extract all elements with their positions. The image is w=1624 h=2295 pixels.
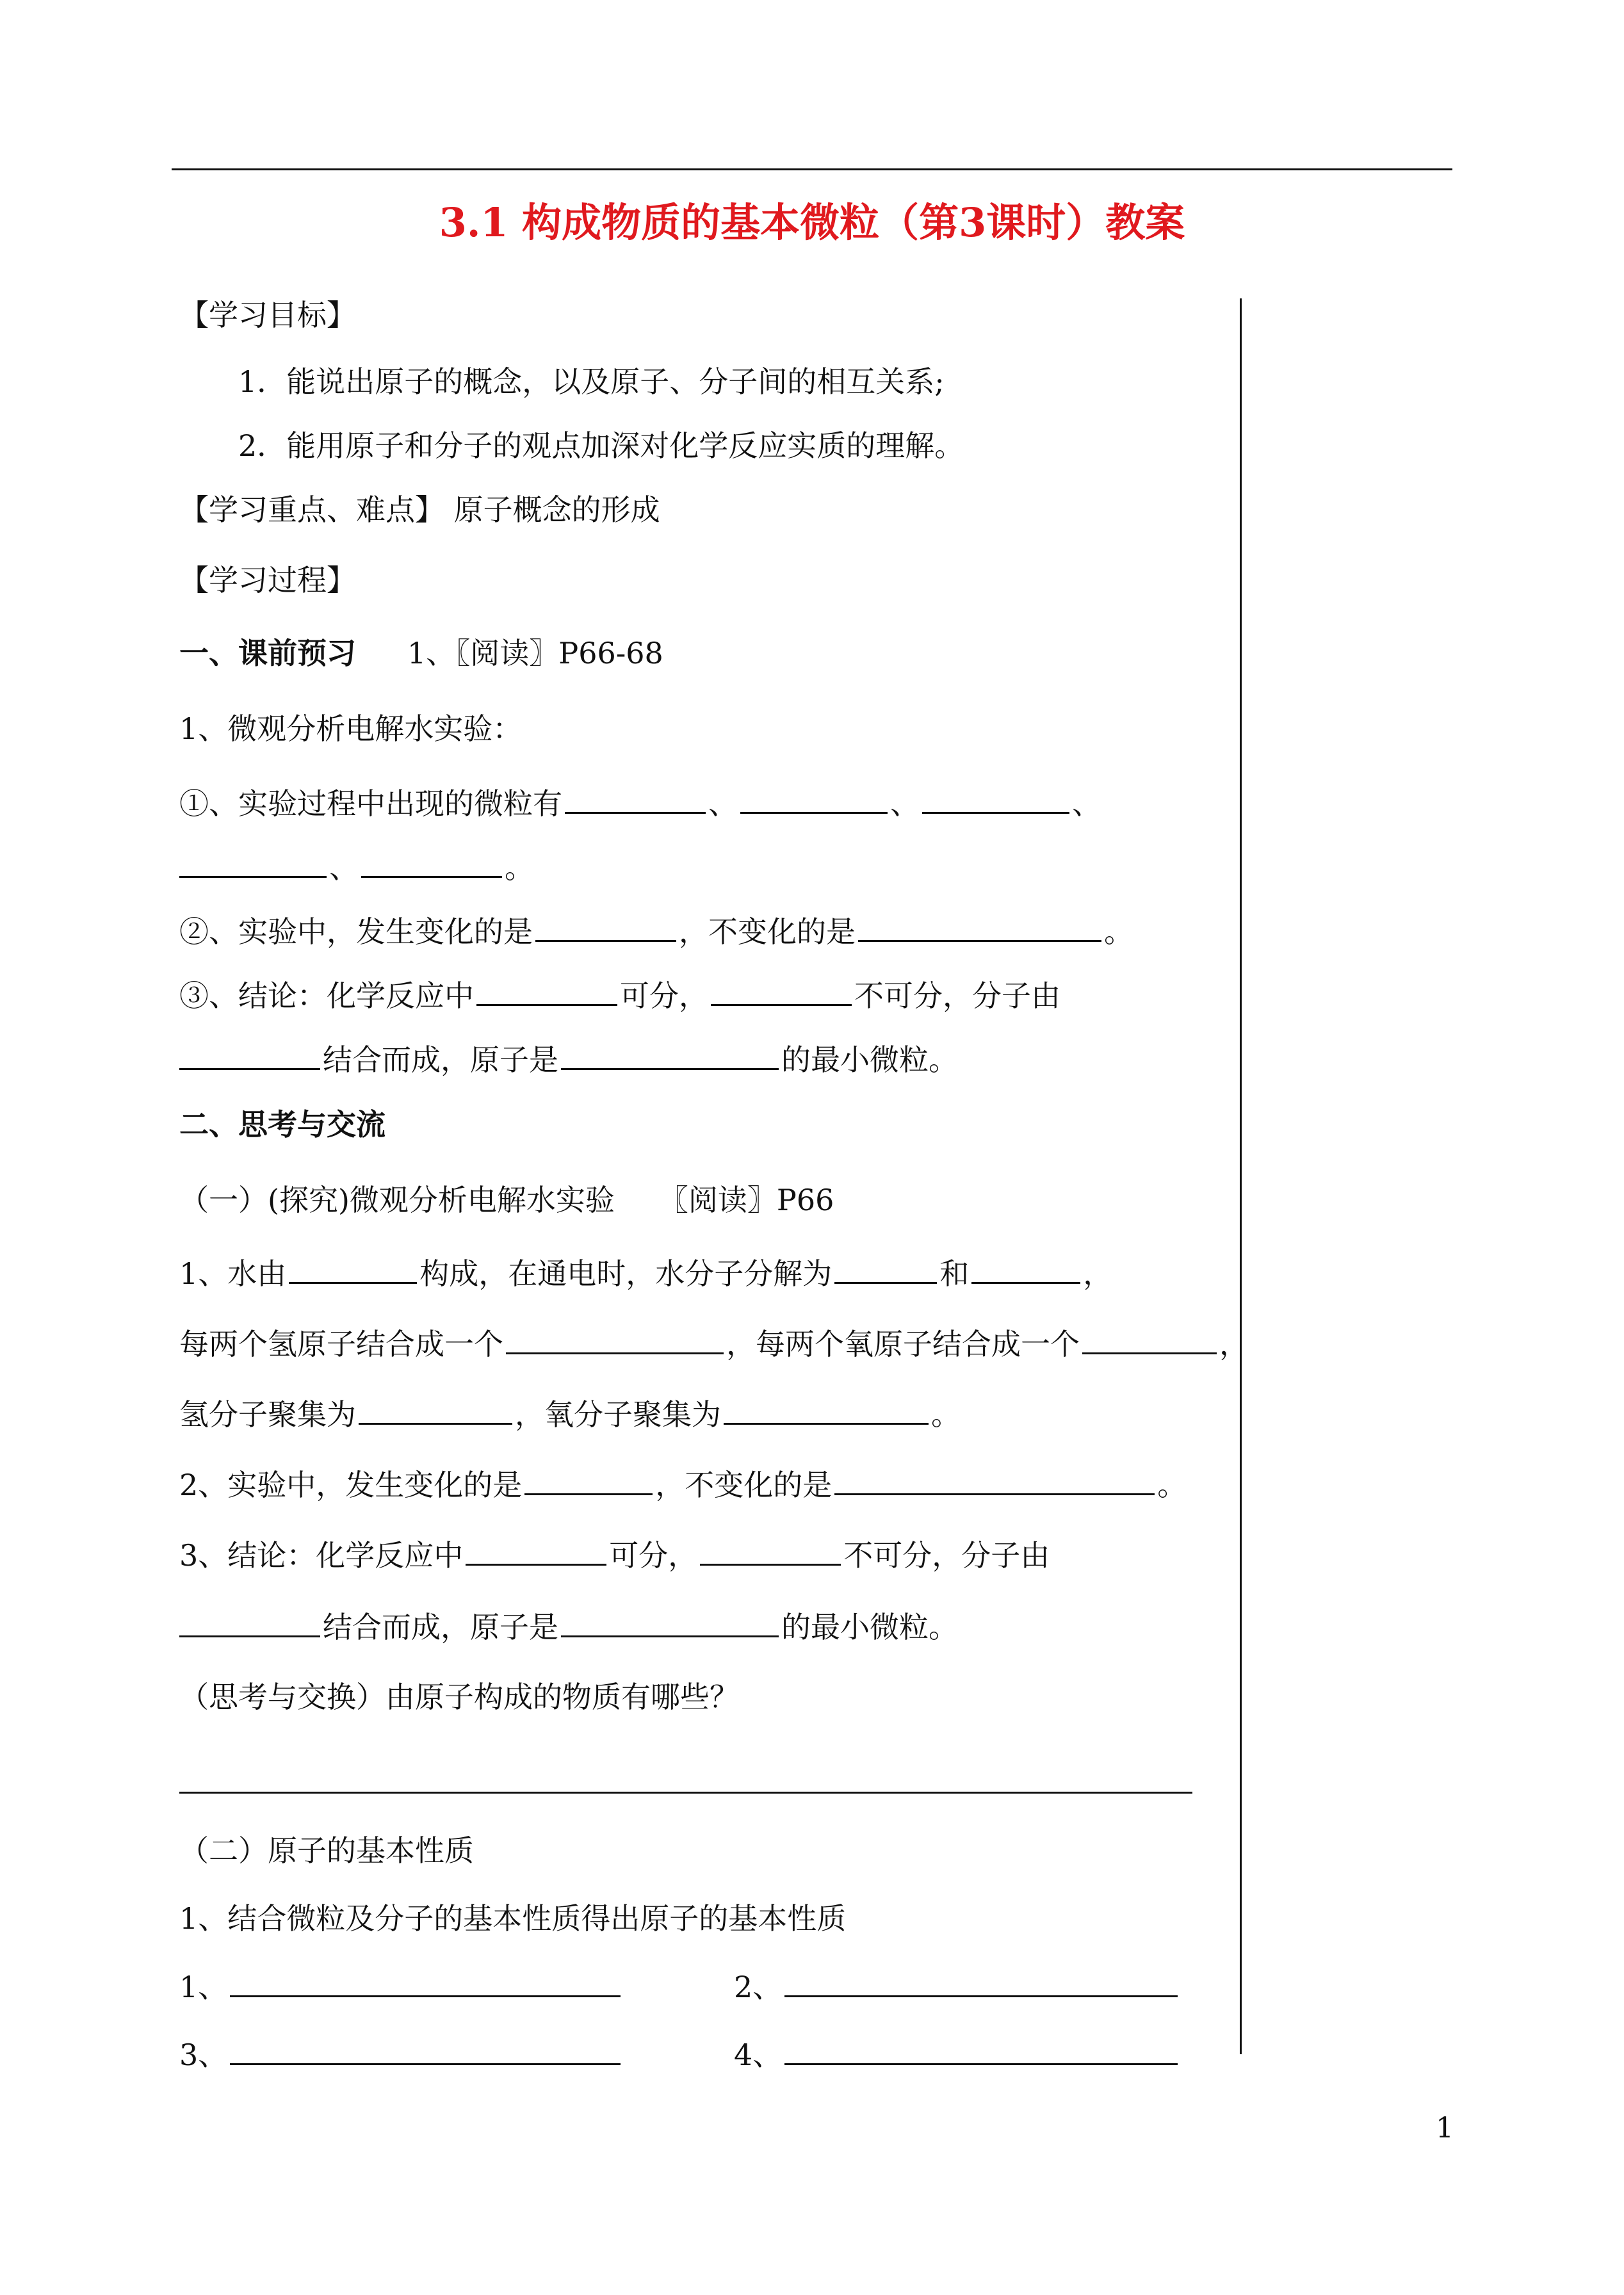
preview-q2: ②、实验中，发生变化的是 ，不变化的是 。 bbox=[179, 911, 1133, 951]
objective-1: 1．能说出原子的概念，以及原子、分子间的相互关系; bbox=[238, 364, 945, 399]
answer-blank[interactable] bbox=[524, 1464, 653, 1495]
think-question: （思考与交换）由原子构成的物质有哪些？ bbox=[179, 1680, 739, 1714]
discuss-line-6: 结合而成，原子是 的最小微粒。 bbox=[179, 1606, 958, 1646]
discuss-line-1: 1、水由 构成，在通电时，水分子分解为 和 ， bbox=[179, 1253, 1112, 1293]
answer-blank[interactable] bbox=[700, 1534, 841, 1566]
property-3: 3、 bbox=[179, 2034, 623, 2074]
discuss-line-5: 3、结论：化学反应中 可分， 不可分，分子由 bbox=[179, 1534, 1050, 1575]
answer-blank[interactable] bbox=[361, 847, 502, 878]
answer-blank[interactable] bbox=[179, 1039, 320, 1070]
answer-blank[interactable] bbox=[359, 1393, 512, 1425]
preview-q3-line2: 结合而成，原子是 的最小微粒。 bbox=[179, 1039, 958, 1079]
answer-blank[interactable] bbox=[179, 847, 327, 878]
answer-blank[interactable] bbox=[834, 1253, 937, 1284]
property-4: 4、 bbox=[734, 2034, 1180, 2074]
preview-q1-line2: 、 。 bbox=[179, 847, 534, 887]
answer-blank[interactable] bbox=[724, 1393, 929, 1425]
answer-blank[interactable] bbox=[476, 975, 617, 1006]
answer-blank[interactable] bbox=[565, 783, 706, 814]
property-2: 2、 bbox=[734, 1966, 1180, 2006]
answer-blank[interactable] bbox=[922, 783, 1069, 814]
answer-blank[interactable] bbox=[711, 975, 852, 1006]
answer-blank[interactable] bbox=[858, 911, 1101, 942]
answer-blank[interactable] bbox=[230, 1966, 621, 1997]
discuss-line-2: 每两个氢原子结合成一个 ，每两个氧原子结合成一个 ， bbox=[179, 1323, 1249, 1363]
answer-blank[interactable] bbox=[1082, 1323, 1217, 1354]
discuss-sub2: （二）原子的基本性质 bbox=[179, 1833, 474, 1868]
answer-blank[interactable] bbox=[971, 1253, 1080, 1284]
key-points: 【学习重点、难点】 原子概念的形成 bbox=[179, 492, 660, 527]
preview-q1-line1: ①、实验过程中出现的微粒有 、 、 、 bbox=[179, 783, 1101, 823]
preview-reading: 1、〖阅读〗P66-68 bbox=[407, 636, 663, 670]
preview-item-1: 1、微观分析电解水实验： bbox=[179, 711, 523, 746]
answer-blank[interactable] bbox=[784, 2034, 1178, 2065]
discuss-heading: 二、思考与交流 bbox=[179, 1107, 386, 1142]
answer-blank[interactable] bbox=[230, 2034, 621, 2065]
answer-blank[interactable] bbox=[561, 1606, 779, 1637]
answer-blank[interactable] bbox=[466, 1534, 606, 1566]
header-rule bbox=[172, 168, 1452, 170]
property-1: 1、 bbox=[179, 1966, 623, 2006]
objective-2: 2．能用原子和分子的观点加深对化学反应实质的理解。 bbox=[238, 428, 964, 463]
preview-q3-line1: ③、结论：化学反应中 可分， 不可分，分子由 bbox=[179, 975, 1060, 1015]
answer-line[interactable] bbox=[179, 1792, 1192, 1794]
answer-blank[interactable] bbox=[784, 1966, 1178, 1997]
preview-heading: 一、课前预习 bbox=[179, 636, 356, 670]
preview-line bbox=[179, 634, 663, 672]
answer-blank[interactable] bbox=[834, 1464, 1155, 1495]
answer-blank[interactable] bbox=[506, 1323, 724, 1354]
answer-blank[interactable] bbox=[179, 1606, 320, 1637]
page-number: 1 bbox=[1436, 2112, 1454, 2145]
answer-blank[interactable] bbox=[561, 1039, 779, 1070]
discuss-line-3: 氢分子聚集为 ，氧分子聚集为 。 bbox=[179, 1393, 961, 1434]
discuss-line-4: 2、实验中，发生变化的是 ，不变化的是 。 bbox=[179, 1464, 1187, 1504]
discuss-sub1: （一）(探究)微观分析电解水实验 〖阅读〗P66 bbox=[179, 1183, 834, 1217]
discuss-line-7: 1、结合微粒及分子的基本性质得出原子的基本性质 bbox=[179, 1901, 847, 1936]
objectives-heading: 【学习目标】 bbox=[179, 298, 356, 332]
answer-blank[interactable] bbox=[740, 783, 888, 814]
answer-blank[interactable] bbox=[535, 911, 676, 942]
answer-blank[interactable] bbox=[289, 1253, 417, 1284]
margin-vertical-line bbox=[1240, 298, 1242, 2054]
process-heading: 【学习过程】 bbox=[179, 563, 356, 597]
page-title: 3.1 构成物质的基本微粒（第3课时）教案 bbox=[439, 199, 1185, 246]
